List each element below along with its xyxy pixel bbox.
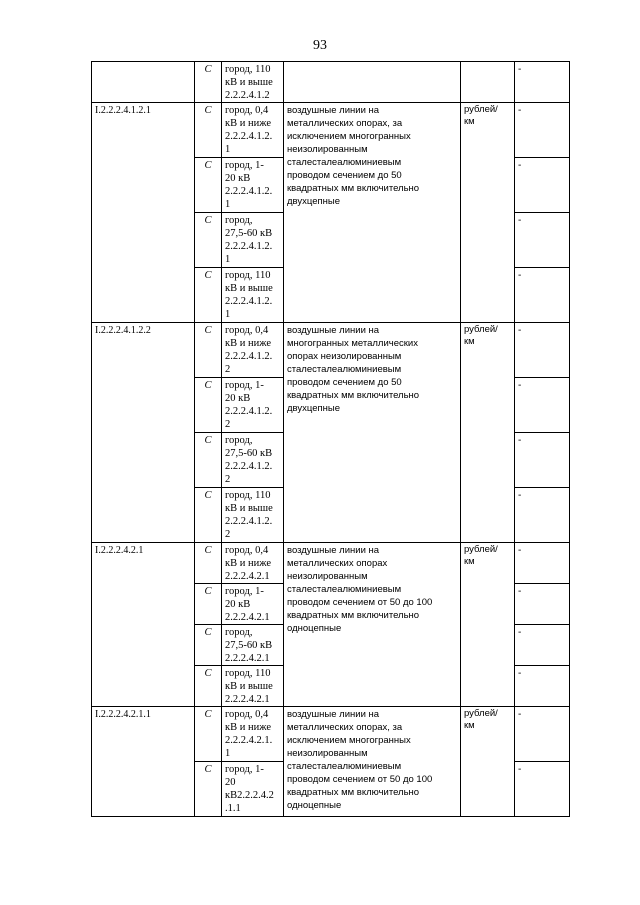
location-voltage-cell: город, 110 кВ и выше 2.2.2.4.1.2. 2 (222, 488, 284, 543)
value-cell: - (515, 666, 570, 707)
line-description: воздушные линии на многогранных металлических опорах неизолированным сталесталеалюминиевым проводом сечением до 50 квадратных мм включительно двухцепные (284, 323, 461, 543)
unit-cell (461, 62, 515, 103)
location-voltage-cell: город, 1- 20 кВ 2.2.2.4.1.2. 2 (222, 378, 284, 433)
line-description (284, 62, 461, 103)
line-description: воздушные линии на металлических опорах, за исключением многогранных неизолированным сталесталеалюминиевым проводом сечением от 50 до 100 квадратных мм включительно одноцепные (284, 707, 461, 817)
category-letter: С (195, 488, 222, 543)
table-row (92, 543, 570, 584)
unit-cell: рублей/ км (461, 543, 515, 707)
location-voltage-cell: город, 0,4 кВ и ниже 2.2.2.4.1.2. 2 (222, 323, 284, 378)
location-voltage-cell: город, 1- 20 кВ2.2.2.4.2 .1.1 (222, 762, 284, 817)
item-code: I.2.2.2.4.1.2.2 (92, 323, 195, 543)
location-voltage-cell: город, 110 кВ и выше 2.2.2.4.1.2. 1 (222, 268, 284, 323)
line-description: воздушные линии на металлических опорах, за исключением многогранных неизолированным сталесталеалюминиевым проводом сечением до 50 квадратных мм включительно двухцепные (284, 103, 461, 323)
line-description: воздушные линии на металлических опорах неизолированным сталесталеалюминиевым проводом сечением от 50 до 100 квадратных мм включительно одноцепные (284, 543, 461, 707)
value-cell: - (515, 707, 570, 762)
unit-cell: рублей/ км (461, 323, 515, 543)
location-voltage-cell: город, 110 кВ и выше 2.2.2.4.2.1 (222, 666, 284, 707)
table-row (92, 707, 570, 762)
value-cell: - (515, 158, 570, 213)
category-letter: С (195, 666, 222, 707)
page-number: 93 (313, 38, 327, 53)
category-letter: С (195, 762, 222, 817)
value-cell: - (515, 213, 570, 268)
value-cell: - (515, 103, 570, 158)
location-voltage-cell: город, 27,5-60 кВ 2.2.2.4.2.1 (222, 625, 284, 666)
location-voltage-cell: город, 27,5-60 кВ 2.2.2.4.1.2. 1 (222, 213, 284, 268)
table-row (92, 62, 570, 103)
location-voltage-cell: город, 1- 20 кВ 2.2.2.4.2.1 (222, 584, 284, 625)
category-letter: С (195, 268, 222, 323)
value-cell: - (515, 762, 570, 817)
value-cell: - (515, 625, 570, 666)
category-letter: С (195, 543, 222, 584)
unit-cell: рублей/ км (461, 707, 515, 817)
value-cell: - (515, 433, 570, 488)
table-row (92, 323, 570, 378)
location-voltage-cell: город, 0,4 кВ и ниже 2.2.2.4.2.1. 1 (222, 707, 284, 762)
category-letter: С (195, 707, 222, 762)
category-letter: С (195, 433, 222, 488)
unit-cell: рублей/ км (461, 103, 515, 323)
location-voltage-cell: город, 0,4 кВ и ниже 2.2.2.4.1.2. 1 (222, 103, 284, 158)
value-cell: - (515, 584, 570, 625)
category-letter: С (195, 158, 222, 213)
value-cell: - (515, 62, 570, 103)
table-row (92, 103, 570, 158)
category-letter: С (195, 323, 222, 378)
category-letter: С (195, 378, 222, 433)
value-cell: - (515, 378, 570, 433)
location-voltage-cell: город, 110 кВ и выше 2.2.2.4.1.2 (222, 62, 284, 103)
location-voltage-cell: город, 1- 20 кВ 2.2.2.4.1.2. 1 (222, 158, 284, 213)
item-code (92, 62, 195, 103)
value-cell: - (515, 323, 570, 378)
item-code: I.2.2.2.4.2.1 (92, 543, 195, 707)
location-voltage-cell: город, 0,4 кВ и ниже 2.2.2.4.2.1 (222, 543, 284, 584)
category-letter: С (195, 213, 222, 268)
value-cell: - (515, 268, 570, 323)
category-letter: С (195, 103, 222, 158)
category-letter: С (195, 584, 222, 625)
value-cell: - (515, 488, 570, 543)
location-voltage-cell: город, 27,5-60 кВ 2.2.2.4.1.2. 2 (222, 433, 284, 488)
category-letter: С (195, 625, 222, 666)
value-cell: - (515, 543, 570, 584)
category-letter: С (195, 62, 222, 103)
item-code: I.2.2.2.4.1.2.1 (92, 103, 195, 323)
tariff-table (91, 61, 570, 817)
item-code: I.2.2.2.4.2.1.1 (92, 707, 195, 817)
